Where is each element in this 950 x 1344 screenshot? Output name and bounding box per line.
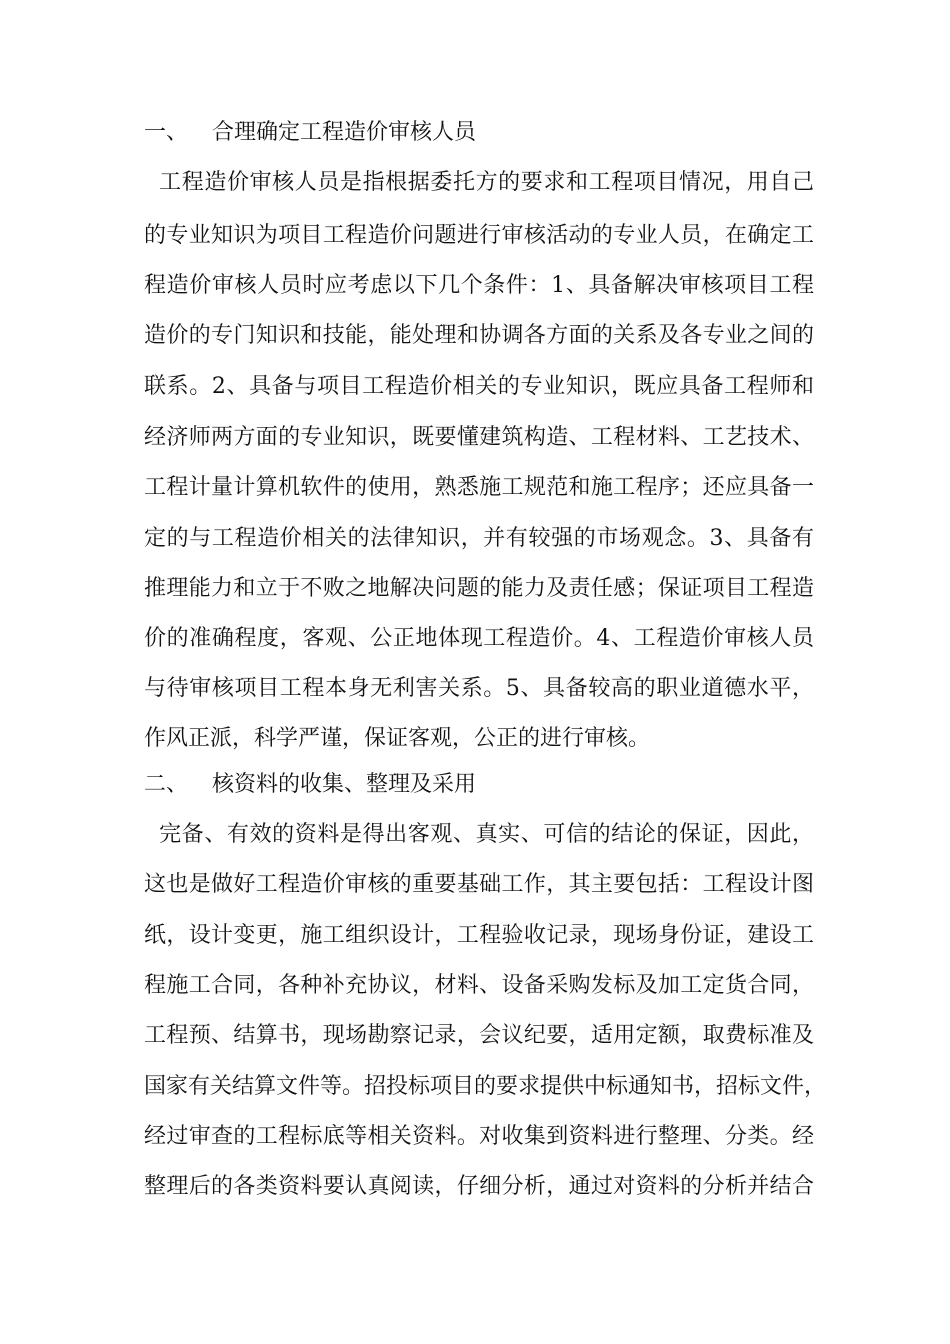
paragraph-line: 国家有关结算文件等。招投标项目的要求提供中标通知书，招标文件， (144, 1074, 827, 1099)
paragraph-line: 造价的专门知识和技能，能处理和协调各方面的关系及各专业之间的 (144, 323, 814, 348)
paragraph-line: 价的准确程度，客观、公正地体现工程造价。4、工程造价审核人员 (144, 626, 814, 651)
paragraph-line: 与待审核项目工程本身无利害关系。5、具备较高的职业道德水平， (144, 676, 814, 701)
section-title: 核资料的收集、整理及采用 (212, 772, 477, 797)
paragraph-line: 经济师两方面的专业知识，既要懂建筑构造、工程材料、工艺技术、 (144, 425, 814, 450)
paragraph-line: 纸，设计变更，施工组织设计，工程验收记录，现场身份证，建设工 (144, 923, 814, 948)
paragraph-line: 工程预、结算书，现场勘察记录，会议纪要，适用定额，取费标准及 (144, 1023, 814, 1048)
section-title: 合理确定工程造价审核人员 (212, 120, 477, 145)
section-heading-1 (144, 116, 476, 150)
section-number: 一、 (144, 120, 189, 145)
paragraph-line: 作风正派，科学严谨，保证客观，公正的进行审核。 (144, 726, 651, 751)
paragraph-line: 推理能力和立于不败之地解决问题的能力及责任感；保证项目工程造 (144, 576, 814, 601)
paragraph-line: 完备、有效的资料是得出客观、真实、可信的结论的保证，因此， (144, 822, 814, 847)
paragraph-line: 程施工合同，各种补充协议，材料、设备采购发标及加工定货合同， (144, 973, 814, 998)
paragraph-line: 工程造价审核人员是指根据委托方的要求和工程项目情况，用自己 (144, 170, 814, 195)
paragraph-line: 程造价审核人员时应考虑以下几个条件：1、具备解决审核项目工程 (144, 273, 814, 298)
paragraph-line: 定的与工程造价相关的法律知识，并有较强的市场观念。3、具备有 (144, 526, 814, 551)
section-heading-2 (144, 768, 476, 802)
section-number: 二、 (144, 772, 189, 797)
paragraph-line: 经过审查的工程标底等相关资料。对收集到资料进行整理、分类。经 (144, 1124, 814, 1149)
paragraph-line: 工程计量计算机软件的使用，熟悉施工规范和施工程序；还应具备一 (144, 475, 814, 500)
paragraph-line: 整理后的各类资料要认真阅读，仔细分析，通过对资料的分析并结合 (144, 1174, 814, 1199)
paragraph-line: 这也是做好工程造价审核的重要基础工作，其主要包括：工程设计图 (144, 872, 814, 897)
paragraph-line: 联系。2、具备与项目工程造价相关的专业知识，既应具备工程师和 (144, 374, 814, 399)
paragraph-line: 的专业知识为项目工程造价问题进行审核活动的专业人员，在确定工 (144, 223, 814, 248)
